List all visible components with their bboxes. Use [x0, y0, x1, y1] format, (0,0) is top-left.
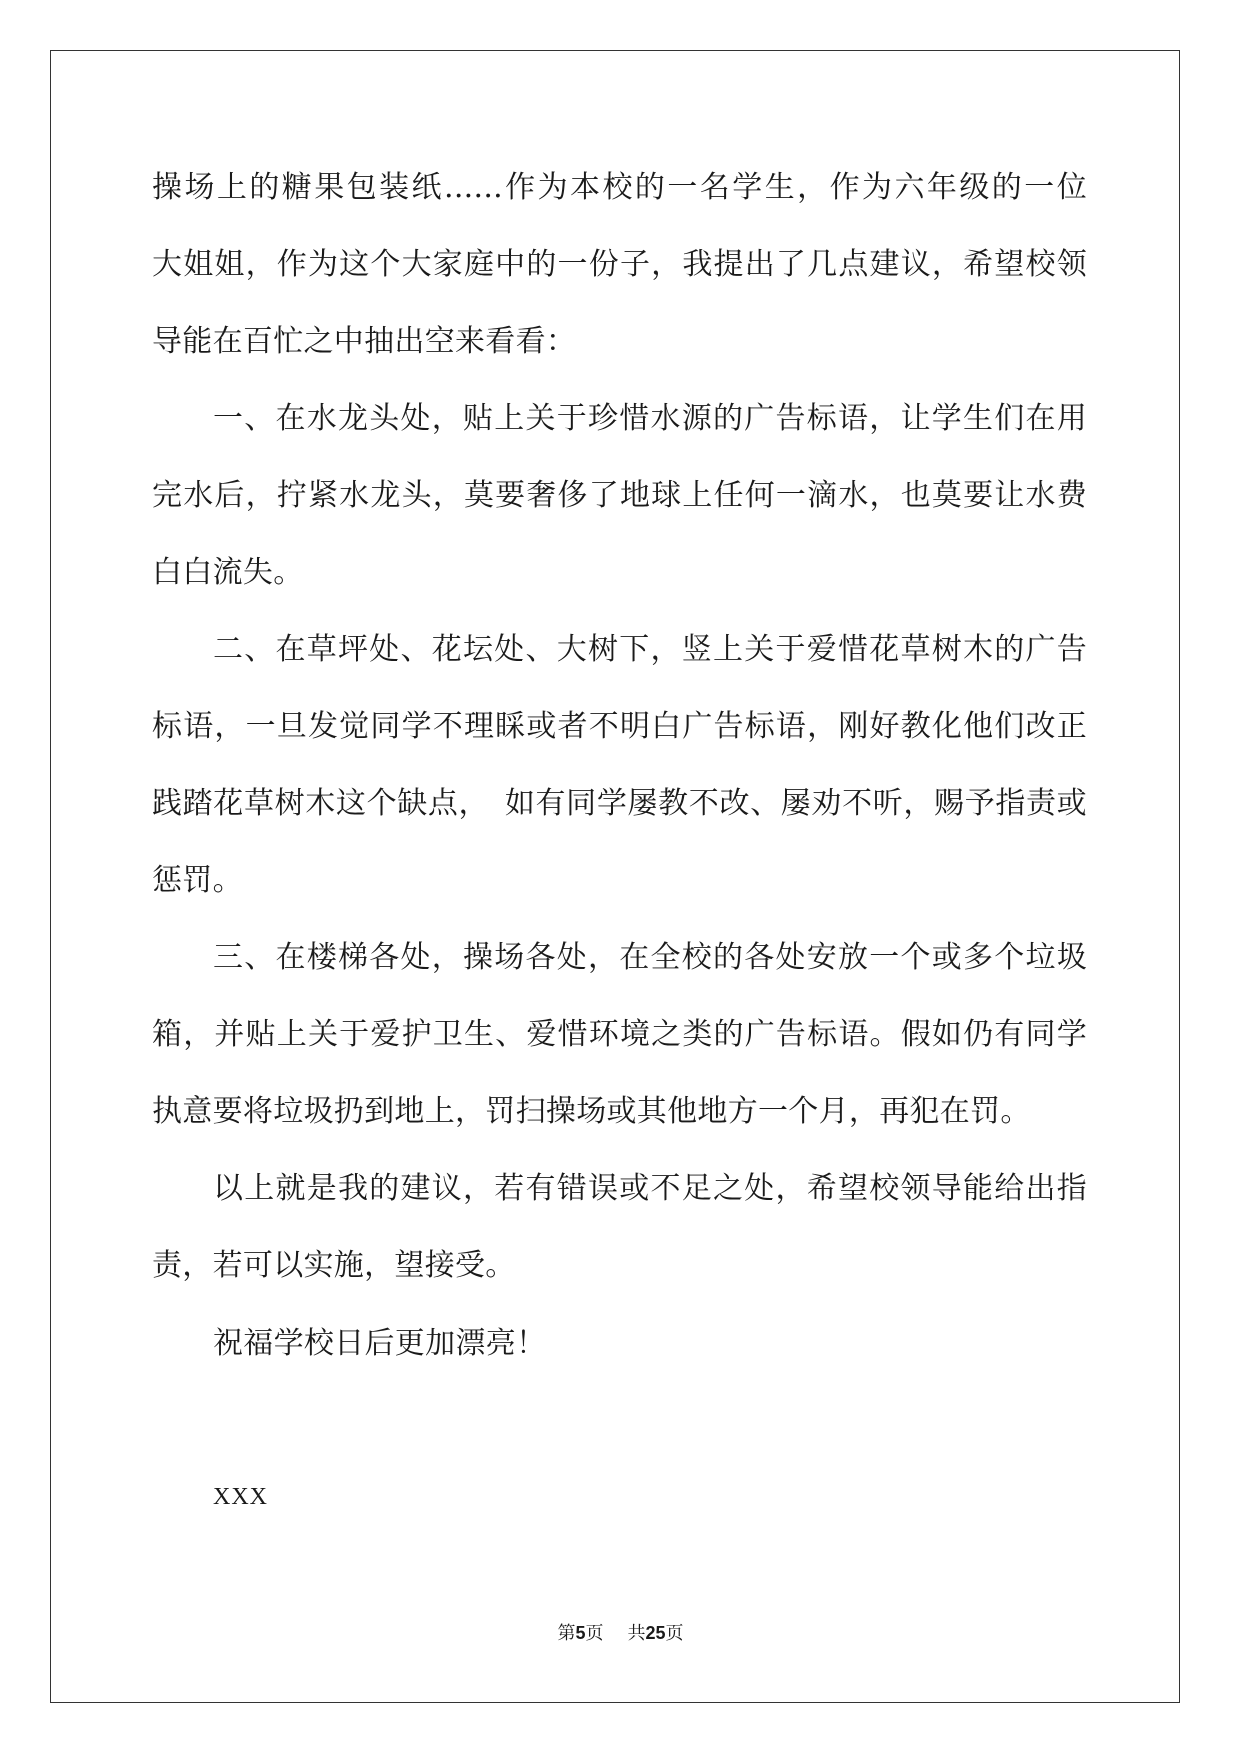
body-text-line: 惩罚。 [152, 863, 243, 898]
total-prefix: 共 [627, 1623, 646, 1643]
body-text-line: 标语，一旦发觉同学不理睬或者不明白广告标语，刚好教化他们改正 [152, 709, 1087, 744]
body-text-line: 践踏花草树木这个缺点， 如有同学屡教不改、屡劝不听，赐予指责或 [152, 786, 1087, 821]
body-text-line: 三、在楼梯各处，操场各处，在全校的各处安放一个或多个垃圾 [213, 940, 1087, 975]
page-footer [0, 1621, 1241, 1645]
page-number: 5 [575, 1623, 586, 1643]
body-text-line: 操场上的糖果包装纸......作为本校的一名学生，作为六年级的一位 [152, 170, 1087, 205]
total-pages: 25 [645, 1623, 666, 1643]
body-text-line: 二、在草坪处、花坛处、大树下，竖上关于爱惜花草树木的广告 [213, 632, 1087, 667]
total-suffix: 页 [665, 1623, 684, 1643]
body-text-line: 完水后，拧紧水龙头，莫要奢侈了地球上任何一滴水，也莫要让水费 [152, 478, 1087, 513]
signature: XXX [213, 1484, 268, 1510]
body-text-line: 白白流失。 [152, 555, 304, 590]
body-text-line: 箱，并贴上关于爱护卫生、爱惜环境之类的广告标语。假如仍有同学 [152, 1017, 1087, 1052]
page-suffix: 页 [585, 1623, 604, 1643]
page-prefix: 第 [557, 1623, 576, 1643]
body-text-line: 责，若可以实施，望接受。 [152, 1248, 516, 1283]
body-text-line: 一、在水龙头处，贴上关于珍惜水源的广告标语，让学生们在用 [213, 401, 1087, 436]
body-text-line: 以上就是我的建议，若有错误或不足之处，希望校领导能给出指 [213, 1171, 1087, 1206]
closing-wish: 祝福学校日后更加漂亮！ [213, 1326, 547, 1361]
body-text-line: 执意要将垃圾扔到地上，罚扫操场或其他地方一个月，再犯在罚。 [152, 1094, 1031, 1129]
body-text-line: 大姐姐，作为这个大家庭中的一份子，我提出了几点建议，希望校领 [152, 247, 1087, 282]
body-text-line: 导能在百忙之中抽出空来看看： [152, 324, 577, 359]
